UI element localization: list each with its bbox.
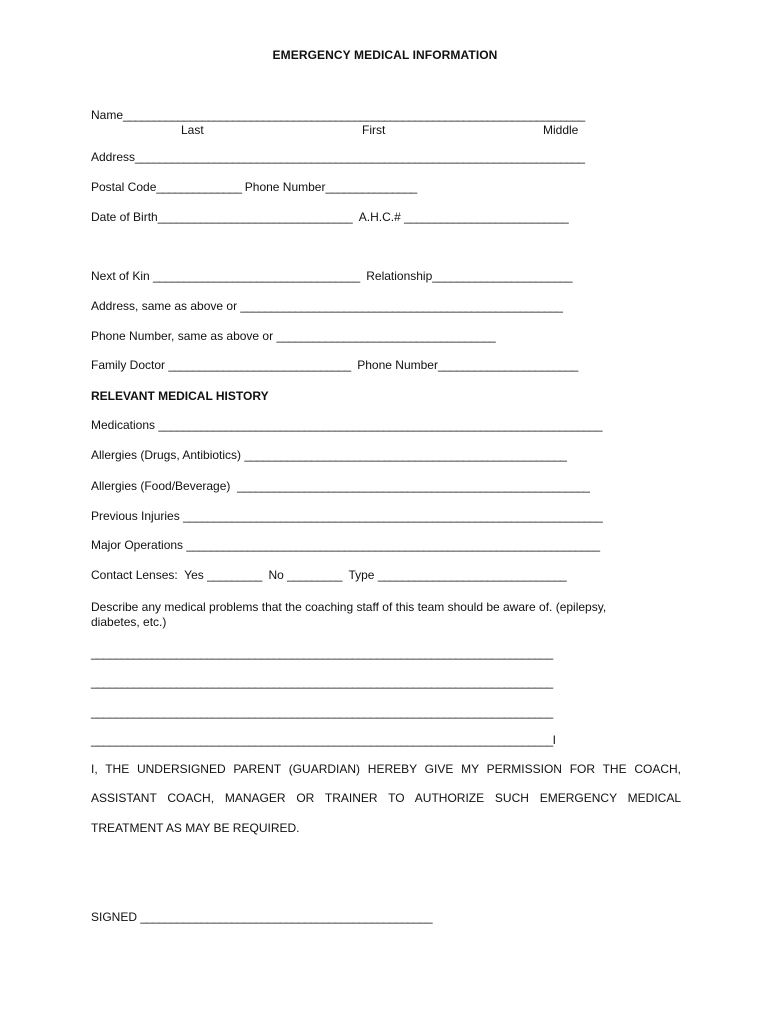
middle-name-sublabel: Middle xyxy=(543,123,579,137)
relationship-blank[interactable]: _______________________ xyxy=(432,269,572,283)
kin-address-label: Address, same as above or xyxy=(91,299,238,313)
medical-history-heading: RELEVANT MEDICAL HISTORY xyxy=(91,389,269,403)
doctor-phone-label: Phone Number xyxy=(357,358,438,372)
allergies-drugs-label: Allergies (Drugs, Antibiotics) xyxy=(91,448,242,462)
medications-label: Medications xyxy=(91,418,156,432)
postal-phone-row xyxy=(91,180,417,194)
family-doctor-label: Family Doctor xyxy=(91,358,166,372)
allergies-drugs-field[interactable] xyxy=(91,448,566,462)
family-doctor-row xyxy=(91,358,578,372)
doctor-phone-blank[interactable]: _______________________ xyxy=(437,358,578,372)
next-of-kin-label: Next of Kin xyxy=(91,269,150,283)
last-name-sublabel: Last xyxy=(181,123,204,137)
previous-injuries-field[interactable] xyxy=(91,509,602,523)
phone-number-label: Phone Number xyxy=(244,180,326,194)
contact-lenses-type-blank[interactable]: _______________________________ xyxy=(377,568,567,582)
permission-statement-line: ASSISTANT COACH, MANAGER OR TRAINER TO AUTHORIZE SUCH EMERGENCY MEDICAL xyxy=(91,791,681,805)
contact-lenses-type-label: Type xyxy=(348,568,375,582)
contact-lenses-row xyxy=(91,568,566,582)
next-of-kin-blank[interactable]: __________________________________ xyxy=(153,269,360,283)
contact-lenses-no-blank[interactable]: _________ xyxy=(287,568,342,582)
describe-medical-problems-prompt: Describe any medical problems that the coaching staff of this team should be aware of. (epilepsy, diabetes, etc.) xyxy=(91,600,607,629)
page-title: EMERGENCY MEDICAL INFORMATION xyxy=(272,48,498,62)
first-name-sublabel: First xyxy=(362,123,386,137)
major-operations-label: Major Operations xyxy=(91,538,184,552)
kin-phone-label: Phone Number, same as above or xyxy=(91,329,274,343)
permission-statement-line: I, THE UNDERSIGNED PARENT (GUARDIAN) HEREBY GIVE MY PERMISSION FOR THE COACH, xyxy=(91,762,681,776)
previous-injuries-blank[interactable]: _____________________________________________________________________ xyxy=(183,509,603,523)
next-of-kin-row xyxy=(91,269,572,283)
allergies-food-field[interactable] xyxy=(91,479,589,493)
signature-field[interactable] xyxy=(91,910,432,924)
relationship-label: Relationship xyxy=(366,269,433,283)
address-field[interactable] xyxy=(91,150,585,164)
major-operations-blank[interactable]: ____________________________________________________________________ xyxy=(186,538,600,552)
kin-phone-blank[interactable]: ____________________________________ xyxy=(276,329,496,343)
allergies-food-blank[interactable]: __________________________________________________________ xyxy=(237,479,590,493)
kin-phone-field[interactable] xyxy=(91,329,495,343)
kin-address-field[interactable] xyxy=(91,299,562,313)
describe-line[interactable]: ____________________________________________________________________________ xyxy=(91,646,553,660)
contact-lenses-no-label: No xyxy=(268,568,284,582)
phone-number-blank[interactable]: _______________ xyxy=(325,180,417,194)
describe-line[interactable]: ____________________________________________________________________________ xyxy=(91,705,553,719)
family-doctor-blank[interactable]: ______________________________ xyxy=(168,358,351,372)
contact-lenses-label: Contact Lenses: xyxy=(91,568,178,582)
dob-ahc-row xyxy=(91,210,568,224)
allergies-drugs-blank[interactable]: _____________________________________________________ xyxy=(244,448,567,462)
postal-code-label: Postal Code xyxy=(91,180,157,194)
previous-injuries-label: Previous Injuries xyxy=(91,509,180,523)
allergies-food-label: Allergies (Food/Beverage) xyxy=(91,479,231,493)
signature-blank[interactable]: ________________________________________________ xyxy=(140,910,432,924)
medications-field[interactable] xyxy=(91,418,602,432)
ahc-label: A.H.C.# xyxy=(358,210,401,224)
permission-statement-line: TREATMENT AS MAY BE REQUIRED. xyxy=(91,821,300,835)
kin-address-blank[interactable]: _____________________________________________________ xyxy=(240,299,563,313)
name-field[interactable] xyxy=(91,108,585,122)
signed-label: SIGNED xyxy=(91,910,138,924)
date-of-birth-blank[interactable]: ________________________________ xyxy=(157,210,353,224)
address-blank[interactable]: __________________________________________________________________________ xyxy=(135,150,585,164)
postal-code-blank[interactable]: ______________ xyxy=(156,180,242,194)
ahc-blank[interactable]: ___________________________ xyxy=(404,210,569,224)
describe-line[interactable]: ____________________________________________________________________________I xyxy=(91,733,556,747)
contact-lenses-yes-blank[interactable]: _________ xyxy=(207,568,262,582)
contact-lenses-yes-label: Yes xyxy=(184,568,204,582)
describe-line[interactable]: ____________________________________________________________________________ xyxy=(91,675,553,689)
medications-blank[interactable]: _________________________________________________________________________ xyxy=(158,418,602,432)
name-label: Name xyxy=(91,108,124,122)
major-operations-field[interactable] xyxy=(91,538,599,552)
name-blank[interactable]: ____________________________________________________________________________ xyxy=(123,108,585,122)
date-of-birth-label: Date of Birth xyxy=(91,210,158,224)
address-label: Address xyxy=(91,150,136,164)
